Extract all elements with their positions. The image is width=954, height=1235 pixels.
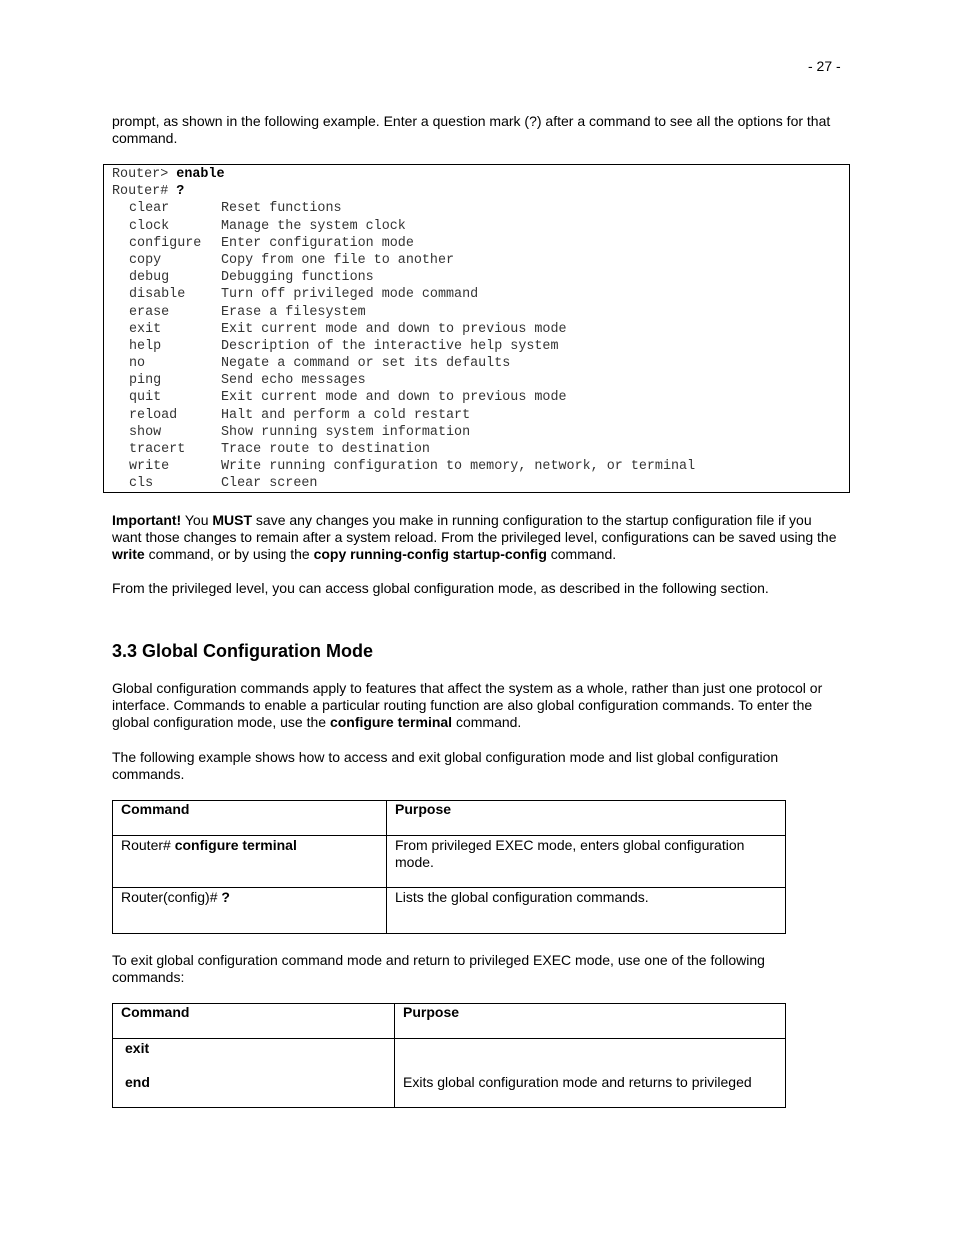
help-description: Exit current mode and down to previous mode <box>221 321 567 337</box>
help-command: show <box>129 424 162 440</box>
help-command: exit <box>129 321 162 337</box>
command-name: configure terminal <box>329 714 453 730</box>
global-config-table <box>112 800 786 934</box>
prompt: Router(config)# <box>121 889 222 905</box>
help-description: Show running system information <box>221 424 471 440</box>
help-command: tracert <box>129 442 186 457</box>
code-line <box>104 407 849 424</box>
help-command: configure <box>129 235 202 251</box>
code-line <box>104 183 849 200</box>
code-line <box>104 338 849 355</box>
code-line <box>104 218 849 235</box>
help-description: Halt and perform a cold restart <box>221 407 471 423</box>
text: command, or by using the <box>144 546 314 562</box>
code-line <box>104 235 849 252</box>
text: command. <box>452 714 522 730</box>
purpose: From privileged EXEC mode, enters global configuration mode. <box>387 836 786 888</box>
prompt: Router# <box>112 184 177 200</box>
help-command: write <box>129 459 170 475</box>
command: configure terminal <box>174 837 297 853</box>
page-number: - 27 - <box>808 58 841 74</box>
help-description: Turn off privileged mode command <box>221 287 479 303</box>
code-line <box>104 355 849 372</box>
code-line <box>104 200 849 217</box>
exit-commands-table <box>112 1003 786 1108</box>
command: ? <box>221 889 230 905</box>
command: exit <box>125 1040 150 1056</box>
header-command: Command <box>121 1004 190 1020</box>
help-command: quit <box>129 390 162 406</box>
header-purpose: Purpose <box>395 801 452 817</box>
global-config-paragraph <box>112 680 842 731</box>
table-row <box>113 888 786 934</box>
code-line <box>104 166 849 183</box>
code-line <box>104 286 849 303</box>
code-line <box>104 252 849 269</box>
help-command: debug <box>129 270 170 286</box>
help-command: clear <box>129 201 170 217</box>
intro-paragraph: prompt, as shown in the following example. Enter a question mark (?) after a command to see all the options for that command. <box>112 113 831 146</box>
help-description: Write running configuration to memory, network, or terminal <box>221 459 696 475</box>
help-description: Copy from one file to another <box>221 252 455 268</box>
header-purpose: Purpose <box>403 1004 460 1020</box>
code-line <box>104 475 849 492</box>
help-command: clock <box>129 218 170 234</box>
table-header-row <box>113 1004 786 1039</box>
help-description: Trace route to destination <box>221 442 430 457</box>
help-description: Manage the system clock <box>221 218 406 234</box>
purpose: Lists the global configuration commands. <box>387 888 786 934</box>
help-command: ping <box>129 373 162 389</box>
privileged-paragraph: From the privileged level, you can access global configuration mode, as described in the following section. <box>112 580 769 596</box>
code-line <box>104 372 849 389</box>
text: You <box>181 512 213 528</box>
example-paragraph: The following example shows how to access and exit global configuration mode and list global configuration commands. <box>112 749 779 782</box>
help-command: help <box>129 338 162 354</box>
code-line <box>104 304 849 321</box>
help-description: Clear screen <box>221 476 318 492</box>
help-description: Negate a command or set its defaults <box>221 356 511 372</box>
code-line <box>104 269 849 286</box>
text: save any changes you make in running configuration to the startup configuration file if you want those changes to remain after a system reload. From the privileged level, configurations can be saved using the <box>112 512 837 545</box>
command: end <box>125 1074 150 1090</box>
help-description: Send echo messages <box>221 373 366 389</box>
prompt: Router# <box>121 837 175 853</box>
help-command: reload <box>129 407 178 423</box>
section-heading: 3.3 Global Configuration Mode <box>112 641 373 661</box>
code-block <box>103 164 850 493</box>
command-name: copy running-config startup-config <box>313 546 547 562</box>
help-description: Reset functions <box>221 201 342 217</box>
code-line <box>104 424 849 441</box>
important-label: Important! <box>112 512 182 528</box>
table-row <box>113 1039 786 1108</box>
code-line <box>104 321 849 338</box>
text: command. <box>546 546 617 562</box>
code-line <box>104 441 849 458</box>
help-command: copy <box>129 252 162 268</box>
help-description: Erase a filesystem <box>221 304 366 320</box>
help-description: Debugging functions <box>221 270 374 286</box>
command: ? <box>176 184 185 200</box>
text: Global configuration commands apply to features that affect the system as a whole, rather than just one protocol or interface. Commands to enable a particular routing function are also global configuration commands. To enter the global configuration mode, use the <box>112 680 823 730</box>
exit-paragraph: To exit global configuration command mode and return to privileged EXEC mode, use one of the following commands: <box>112 952 765 985</box>
help-command: no <box>129 356 146 372</box>
table-row <box>113 836 786 888</box>
command: enable <box>176 167 225 182</box>
code-line <box>104 458 849 475</box>
help-command: erase <box>129 304 170 320</box>
purpose: Exits global configuration mode and returns to privileged <box>395 1039 786 1108</box>
code-line <box>104 389 849 406</box>
emphasis: MUST <box>212 512 253 528</box>
important-paragraph <box>112 512 842 563</box>
help-description: Enter configuration mode <box>221 235 414 251</box>
help-command: cls <box>129 476 154 492</box>
header-command: Command <box>121 801 190 817</box>
help-description: Description of the interactive help system <box>221 338 559 354</box>
table-header-row <box>113 801 786 836</box>
help-description: Exit current mode and down to previous mode <box>221 390 567 406</box>
prompt: Router> <box>112 167 177 182</box>
command-name: write <box>112 546 145 562</box>
help-command: disable <box>129 287 186 303</box>
